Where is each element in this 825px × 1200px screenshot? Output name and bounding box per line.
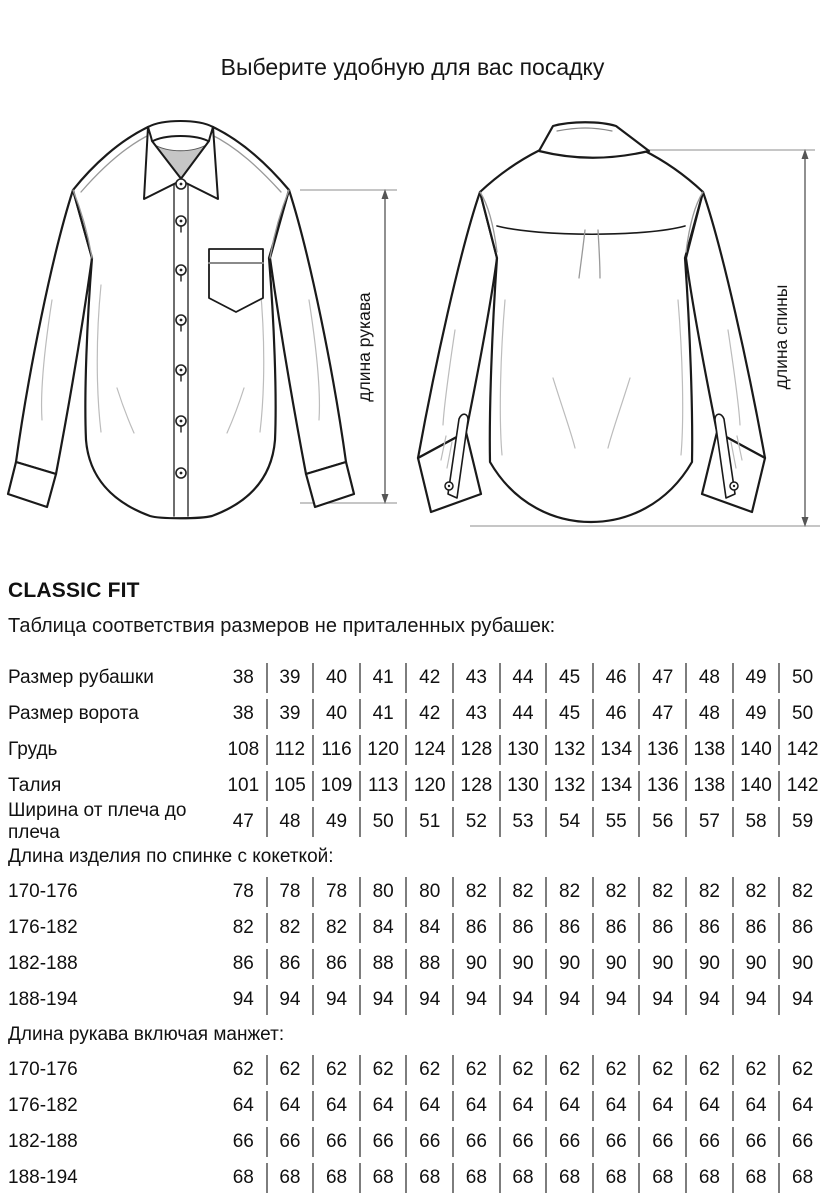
size-value-cell: 142 xyxy=(778,735,825,765)
size-value-cell: 112 xyxy=(266,735,313,765)
size-value-cell: 94 xyxy=(266,985,313,1015)
size-value-cell: 62 xyxy=(638,1055,685,1085)
row-label: 182-188 xyxy=(8,1131,78,1152)
size-value-cell: 82 xyxy=(312,913,359,943)
size-value-cell: 48 xyxy=(266,807,313,837)
size-value-cell: 66 xyxy=(232,1131,254,1152)
size-value-cell: 62 xyxy=(312,1055,359,1085)
size-value-cell: 86 xyxy=(638,913,685,943)
size-value-cell: 82 xyxy=(685,877,732,907)
size-value-cell: 66 xyxy=(266,1127,313,1157)
size-value-cell: 82 xyxy=(778,877,825,907)
row-label: 182-188 xyxy=(8,953,78,974)
size-value-cell: 57 xyxy=(685,807,732,837)
size-value-cell: 64 xyxy=(499,1091,546,1121)
size-value-cell: 105 xyxy=(266,771,313,801)
size-value-cell: 82 xyxy=(266,913,313,943)
size-value-cell: 62 xyxy=(778,1055,825,1085)
size-value-cell: 68 xyxy=(312,1163,359,1193)
size-value-cell: 86 xyxy=(312,949,359,979)
size-value-cell: 128 xyxy=(452,771,499,801)
size-value-cell: 66 xyxy=(732,1127,779,1157)
size-value-cell: 86 xyxy=(452,913,499,943)
chest-pocket xyxy=(209,249,263,312)
size-value-cell: 45 xyxy=(545,663,592,693)
back-length-dimension xyxy=(771,149,809,527)
size-value-cell: 68 xyxy=(266,1163,313,1193)
size-value-cell: 90 xyxy=(732,949,779,979)
size-value-cell: 86 xyxy=(499,913,546,943)
size-value-cell: 86 xyxy=(232,953,254,974)
size-value-cell: 94 xyxy=(312,985,359,1015)
size-value-cell: 64 xyxy=(312,1091,359,1121)
table-row xyxy=(0,1052,825,1088)
sleeve-length-dimension xyxy=(354,189,389,504)
size-value-cell: 136 xyxy=(638,771,685,801)
size-value-cell: 90 xyxy=(592,949,639,979)
size-value-cell: 66 xyxy=(638,1127,685,1157)
size-value-cell: 68 xyxy=(545,1163,592,1193)
size-value-cell: 62 xyxy=(452,1055,499,1085)
size-value-cell: 94 xyxy=(778,985,825,1015)
size-value-cell: 82 xyxy=(545,877,592,907)
size-value-cell: 39 xyxy=(266,699,313,729)
size-value-cell: 90 xyxy=(638,949,685,979)
size-value-cell: 136 xyxy=(638,735,685,765)
size-value-cell: 142 xyxy=(778,771,825,801)
size-value-cell: 62 xyxy=(266,1055,313,1085)
size-value-cell: 68 xyxy=(732,1163,779,1193)
size-value-cell: 64 xyxy=(778,1091,825,1121)
size-value-cell: 90 xyxy=(778,949,825,979)
size-value-cell: 120 xyxy=(359,735,406,765)
size-value-cell: 62 xyxy=(545,1055,592,1085)
size-value-cell: 82 xyxy=(499,877,546,907)
size-value-cell: 56 xyxy=(638,807,685,837)
size-value-cell: 120 xyxy=(405,771,452,801)
size-value-cell: 90 xyxy=(685,949,732,979)
size-value-cell: 68 xyxy=(592,1163,639,1193)
size-value-cell: 47 xyxy=(638,663,685,693)
size-value-cell: 64 xyxy=(452,1091,499,1121)
table-row xyxy=(0,910,825,946)
size-value-cell: 62 xyxy=(359,1055,406,1085)
size-value-cell: 68 xyxy=(232,1167,254,1188)
size-value-cell: 108 xyxy=(227,739,260,760)
row-label: Грудь xyxy=(8,739,58,760)
table-row xyxy=(0,982,825,1018)
table-section-header: Длина рукава включая манжет: xyxy=(8,1024,285,1045)
size-value-cell: 134 xyxy=(592,735,639,765)
row-label: 176-182 xyxy=(8,1095,78,1116)
size-value-cell: 55 xyxy=(592,807,639,837)
size-value-cell: 51 xyxy=(405,807,452,837)
size-value-cell: 44 xyxy=(499,699,546,729)
size-value-cell: 66 xyxy=(592,1127,639,1157)
size-value-cell: 42 xyxy=(405,663,452,693)
table-row xyxy=(0,800,825,843)
size-value-cell: 66 xyxy=(685,1127,732,1157)
table-row xyxy=(0,1124,825,1160)
size-value-cell: 80 xyxy=(405,877,452,907)
size-value-cell: 49 xyxy=(732,663,779,693)
size-value-cell: 94 xyxy=(685,985,732,1015)
size-value-cell: 138 xyxy=(685,735,732,765)
size-value-cell: 64 xyxy=(266,1091,313,1121)
size-value-cell: 50 xyxy=(778,699,825,729)
size-value-cell: 68 xyxy=(359,1163,406,1193)
size-value-cell: 94 xyxy=(452,985,499,1015)
size-value-cell: 82 xyxy=(452,877,499,907)
row-label: 170-176 xyxy=(8,881,78,902)
size-value-cell: 140 xyxy=(732,771,779,801)
size-value-cell: 62 xyxy=(592,1055,639,1085)
size-value-cell: 84 xyxy=(405,913,452,943)
size-value-cell: 88 xyxy=(359,949,406,979)
size-value-cell: 132 xyxy=(545,735,592,765)
size-value-cell: 86 xyxy=(778,913,825,943)
size-value-cell: 64 xyxy=(732,1091,779,1121)
size-value-cell: 86 xyxy=(732,913,779,943)
size-value-cell: 109 xyxy=(312,771,359,801)
size-value-cell: 116 xyxy=(312,735,359,765)
size-value-cell: 138 xyxy=(685,771,732,801)
size-value-cell: 86 xyxy=(592,913,639,943)
size-value-cell: 64 xyxy=(359,1091,406,1121)
size-value-cell: 38 xyxy=(232,703,254,724)
size-table xyxy=(0,660,825,1196)
fit-subtitle: Таблица соответствия размеров не приталенных рубашек: xyxy=(8,615,556,637)
size-value-cell: 62 xyxy=(499,1055,546,1085)
table-row xyxy=(0,768,825,804)
size-value-cell: 68 xyxy=(778,1163,825,1193)
size-value-cell: 130 xyxy=(499,735,546,765)
table-row xyxy=(0,732,825,768)
size-value-cell: 86 xyxy=(545,913,592,943)
size-value-cell: 43 xyxy=(452,663,499,693)
shirt-diagram xyxy=(0,100,825,560)
size-value-cell: 64 xyxy=(232,1095,254,1116)
size-value-cell: 42 xyxy=(405,699,452,729)
size-value-cell: 132 xyxy=(545,771,592,801)
size-value-cell: 94 xyxy=(499,985,546,1015)
size-value-cell: 64 xyxy=(405,1091,452,1121)
table-row xyxy=(0,660,825,696)
size-value-cell: 48 xyxy=(685,699,732,729)
size-value-cell: 45 xyxy=(545,699,592,729)
size-value-cell: 90 xyxy=(452,949,499,979)
size-value-cell: 43 xyxy=(452,699,499,729)
size-value-cell: 59 xyxy=(778,807,825,837)
size-value-cell: 40 xyxy=(312,663,359,693)
size-value-cell: 66 xyxy=(312,1127,359,1157)
size-value-cell: 53 xyxy=(499,807,546,837)
table-row xyxy=(0,1088,825,1124)
table-row xyxy=(0,696,825,732)
size-value-cell: 68 xyxy=(685,1163,732,1193)
size-value-cell: 124 xyxy=(405,735,452,765)
row-label: 188-194 xyxy=(8,989,78,1010)
size-value-cell: 94 xyxy=(732,985,779,1015)
size-value-cell: 50 xyxy=(359,807,406,837)
size-value-cell: 128 xyxy=(452,735,499,765)
size-value-cell: 134 xyxy=(592,771,639,801)
size-value-cell: 78 xyxy=(266,877,313,907)
size-value-cell: 49 xyxy=(732,699,779,729)
front-shirt-drawing xyxy=(8,121,354,518)
size-value-cell: 41 xyxy=(359,663,406,693)
size-value-cell: 94 xyxy=(232,989,254,1010)
back-collar xyxy=(539,122,649,158)
size-value-cell: 52 xyxy=(452,807,499,837)
row-label: Размер рубашки xyxy=(8,667,154,688)
size-value-cell: 82 xyxy=(592,877,639,907)
size-value-cell: 66 xyxy=(545,1127,592,1157)
size-value-cell: 94 xyxy=(545,985,592,1015)
row-label: Талия xyxy=(8,775,62,796)
size-value-cell: 41 xyxy=(359,699,406,729)
row-label: Размер ворота xyxy=(8,703,139,724)
row-label: 188-194 xyxy=(8,1167,78,1188)
size-value-cell: 64 xyxy=(545,1091,592,1121)
table-row xyxy=(0,946,825,982)
size-value-cell: 94 xyxy=(638,985,685,1015)
sleeve-length-label: длина рукава xyxy=(354,292,374,402)
size-value-cell: 47 xyxy=(638,699,685,729)
size-value-cell: 62 xyxy=(232,1059,254,1080)
size-value-cell: 90 xyxy=(499,949,546,979)
size-value-cell: 68 xyxy=(405,1163,452,1193)
size-value-cell: 94 xyxy=(592,985,639,1015)
row-label: 176-182 xyxy=(8,917,78,938)
size-value-cell: 68 xyxy=(638,1163,685,1193)
table-row xyxy=(0,1160,825,1196)
size-value-cell: 82 xyxy=(638,877,685,907)
size-value-cell: 64 xyxy=(685,1091,732,1121)
size-value-cell: 64 xyxy=(638,1091,685,1121)
size-value-cell: 101 xyxy=(227,775,260,796)
size-value-cell: 46 xyxy=(592,663,639,693)
size-value-cell: 86 xyxy=(266,949,313,979)
size-value-cell: 78 xyxy=(312,877,359,907)
size-value-cell: 78 xyxy=(232,881,254,902)
size-value-cell: 44 xyxy=(499,663,546,693)
size-value-cell: 48 xyxy=(685,663,732,693)
row-label: 170-176 xyxy=(8,1059,78,1080)
size-value-cell: 47 xyxy=(232,811,254,832)
table-row xyxy=(0,874,825,910)
size-value-cell: 68 xyxy=(499,1163,546,1193)
size-value-cell: 68 xyxy=(452,1163,499,1193)
size-value-cell: 50 xyxy=(778,663,825,693)
size-value-cell: 40 xyxy=(312,699,359,729)
fit-heading: CLASSIC FIT xyxy=(8,579,140,602)
size-value-cell: 49 xyxy=(312,807,359,837)
size-value-cell: 54 xyxy=(545,807,592,837)
size-value-cell: 62 xyxy=(685,1055,732,1085)
size-value-cell: 66 xyxy=(499,1127,546,1157)
size-value-cell: 113 xyxy=(359,771,406,801)
size-value-cell: 62 xyxy=(405,1055,452,1085)
size-value-cell: 66 xyxy=(452,1127,499,1157)
size-value-cell: 86 xyxy=(685,913,732,943)
size-value-cell: 82 xyxy=(232,917,254,938)
size-value-cell: 94 xyxy=(359,985,406,1015)
size-value-cell: 62 xyxy=(732,1055,779,1085)
size-value-cell: 84 xyxy=(359,913,406,943)
size-value-cell: 80 xyxy=(359,877,406,907)
size-value-cell: 88 xyxy=(405,949,452,979)
page-title: Выберите удобную для вас посадку xyxy=(220,54,605,80)
size-value-cell: 130 xyxy=(499,771,546,801)
size-value-cell: 38 xyxy=(232,667,254,688)
size-value-cell: 66 xyxy=(359,1127,406,1157)
size-value-cell: 90 xyxy=(545,949,592,979)
size-value-cell: 46 xyxy=(592,699,639,729)
size-value-cell: 140 xyxy=(732,735,779,765)
size-value-cell: 39 xyxy=(266,663,313,693)
size-value-cell: 82 xyxy=(732,877,779,907)
size-value-cell: 64 xyxy=(592,1091,639,1121)
table-section-header: Длина изделия по спинке с кокеткой: xyxy=(8,846,334,867)
size-value-cell: 66 xyxy=(778,1127,825,1157)
size-value-cell: 94 xyxy=(405,985,452,1015)
back-length-label: длина спины xyxy=(771,284,791,390)
size-value-cell: 58 xyxy=(732,807,779,837)
row-label: Ширина от плеча до плеча xyxy=(8,800,187,843)
back-shirt-drawing xyxy=(418,122,765,522)
size-value-cell: 66 xyxy=(405,1127,452,1157)
